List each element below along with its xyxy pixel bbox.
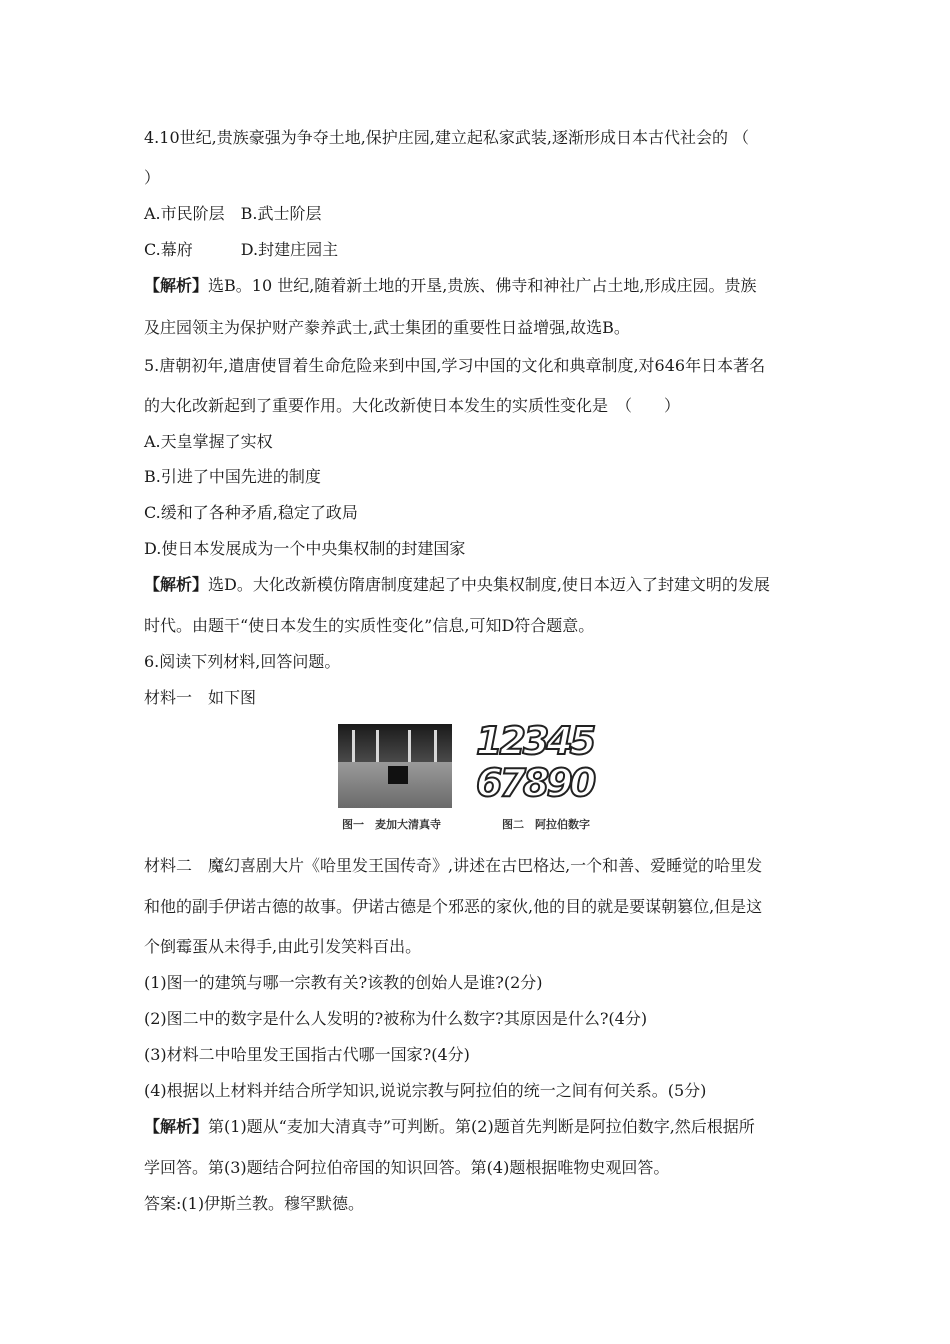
q5-option-c: C.缓和了各种矛盾,稳定了政局 <box>144 503 358 522</box>
q6-material-1: 材料一 如下图 <box>144 688 257 707</box>
q4-options-ab: A.市民阶层 B.武士阶层 <box>144 204 322 223</box>
q6-material-2-line-1: 材料二 魔幻喜剧大片《哈里发王国传奇》,讲述在古巴格达,一个和善、爱睡觉的哈里发 <box>144 856 763 875</box>
q5-option-d: D.使日本发展成为一个中央集权制的封建国家 <box>144 539 466 558</box>
q6-material-2-line-2: 和他的副手伊诺古德的故事。伊诺古德是个邪恶的家伙,他的目的就是要谋朝篡位,但是这 <box>144 897 763 916</box>
analysis-label: 【解析】 <box>144 276 209 295</box>
q6-analysis-line-1 <box>144 1117 755 1137</box>
figure-1-caption: 图一 麦加大清真寺 <box>342 818 441 831</box>
mecca-mosque-photo <box>338 724 452 808</box>
q5-stem-line-1: 5.唐朝初年,遣唐使冒着生命危险来到中国,学习中国的文化和典章制度,对646年日本著名 <box>144 356 766 375</box>
analysis-text: 选B。10 世纪,随着新土地的开垦,贵族、佛寺和神社广占土地,形成庄园。贵族 <box>208 276 757 295</box>
q5-stem-line-2: 的大化改新起到了重要作用。大化改新使日本发生的实质性变化是 （ ） <box>144 396 681 415</box>
analysis-label: 【解析】 <box>144 1117 209 1136</box>
q6-subquestion-3: (3)材料二中哈里发王国指古代哪一国家?(4分) <box>144 1045 470 1064</box>
q6-material-2-line-3: 个倒霉蛋从未得手,由此引发笑料百出。 <box>144 937 422 956</box>
arabic-numerals-figure <box>476 720 616 812</box>
analysis-label: 【解析】 <box>144 575 209 594</box>
q6-subquestion-1: (1)图一的建筑与哪一宗教有关?该教的创始人是谁?(2分) <box>144 973 543 992</box>
q4-analysis-line-1 <box>144 276 756 296</box>
analysis-text: 第(1)题从“麦加大清真寺”可判断。第(2)题首先判断是阿拉伯数字,然后根据所 <box>208 1117 755 1136</box>
q5-option-a: A.天皇掌握了实权 <box>144 432 273 451</box>
q4-options-cd: C.幕府 D.封建庄园主 <box>144 240 339 259</box>
analysis-text: 选D。大化改新模仿隋唐制度建起了中央集权制度,使日本迈入了封建文明的发展 <box>208 575 770 594</box>
q6-stem: 6.阅读下列材料,回答问题。 <box>144 652 341 671</box>
figure-2-caption: 图二 阿拉伯数字 <box>502 818 590 831</box>
material-figures <box>336 720 616 832</box>
q6-subquestion-4: (4)根据以上材料并结合所学知识,说说宗教与阿拉伯的统一之间有何关系。(5分) <box>144 1081 707 1100</box>
q5-analysis-line-2: 时代。由题干“使日本发生的实质性变化”信息,可知D符合题意。 <box>144 616 595 635</box>
q5-option-b: B.引进了中国先进的制度 <box>144 467 321 486</box>
q6-answer: 答案:(1)伊斯兰教。穆罕默德。 <box>144 1194 365 1213</box>
digits-row-2: 67890 <box>476 761 594 805</box>
q6-subquestion-2: (2)图二中的数字是什么人发明的?被称为什么数字?其原因是什么?(4分) <box>144 1009 648 1028</box>
q4-stem-end: ） <box>144 168 161 187</box>
digits-row-1: 12345 <box>476 719 594 763</box>
q4-analysis-line-2: 及庄园领主为保护财产豢养武士,武士集团的重要性日益增强,故选B。 <box>144 318 630 337</box>
q6-analysis-line-2: 学回答。第(3)题结合阿拉伯帝国的知识回答。第(4)题根据唯物史观回答。 <box>144 1158 670 1177</box>
q5-analysis-line-1 <box>144 575 770 595</box>
q4-stem: 4.10世纪,贵族豪强为争夺土地,保护庄园,建立起私家武装,逐渐形成日本古代社会的 （ <box>144 128 750 147</box>
